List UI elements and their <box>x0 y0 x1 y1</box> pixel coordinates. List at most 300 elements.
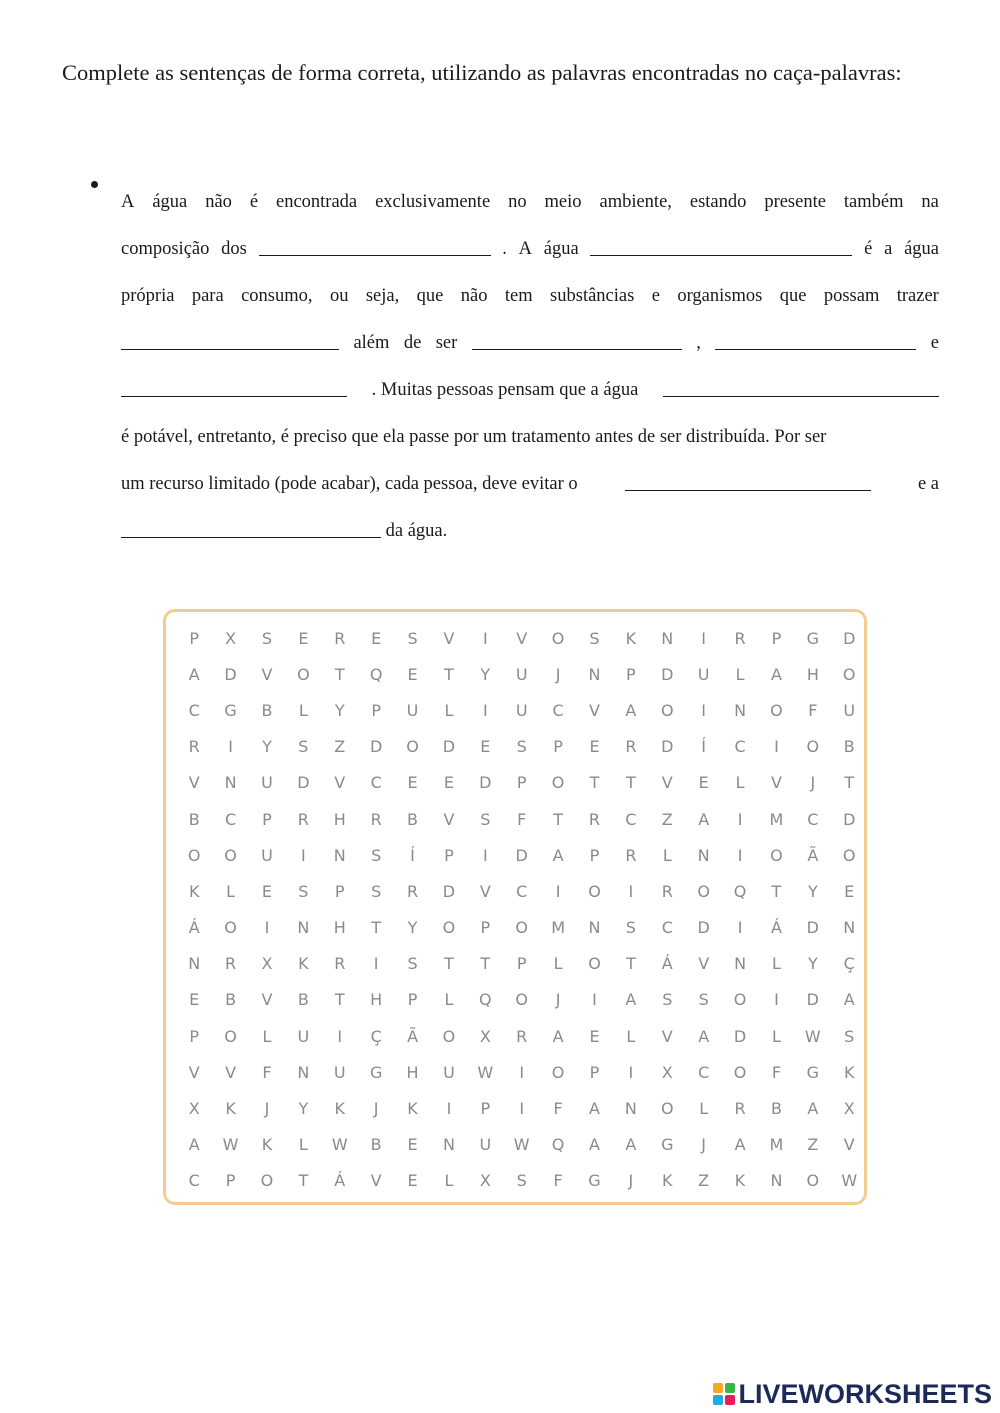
grid-letter[interactable]: I <box>301 845 306 865</box>
grid-letter[interactable]: L <box>735 773 745 793</box>
grid-letter[interactable]: S <box>625 918 636 938</box>
grid-letter[interactable]: L <box>444 990 454 1010</box>
grid-letter[interactable]: L <box>553 954 563 974</box>
grid-letter[interactable]: Á <box>770 918 782 938</box>
grid-letter[interactable]: V <box>770 773 782 793</box>
grid-letter[interactable]: S <box>480 809 491 829</box>
answer-blank[interactable] <box>121 348 339 350</box>
grid-letter[interactable]: Y <box>262 737 272 757</box>
grid-letter[interactable]: K <box>298 954 309 974</box>
grid-letter[interactable]: P <box>589 1062 600 1082</box>
grid-letter[interactable]: O <box>588 881 601 901</box>
grid-letter[interactable]: F <box>808 700 818 720</box>
grid-letter[interactable]: I <box>701 628 707 648</box>
grid-letter[interactable]: X <box>188 1099 200 1119</box>
grid-letter[interactable]: O <box>806 737 820 757</box>
grid-letter[interactable]: U <box>261 773 273 793</box>
grid-letter[interactable]: T <box>334 990 345 1010</box>
answer-blank[interactable] <box>259 254 491 256</box>
grid-letter[interactable]: B <box>770 1099 782 1119</box>
grid-letter[interactable]: N <box>442 1135 455 1155</box>
grid-letter[interactable]: O <box>660 1099 674 1119</box>
grid-letter[interactable]: K <box>734 1171 746 1191</box>
grid-letter[interactable]: I <box>628 1062 634 1082</box>
grid-letter[interactable]: W <box>841 1171 858 1191</box>
grid-letter[interactable]: V <box>261 664 273 684</box>
grid-letter[interactable]: R <box>334 628 346 648</box>
grid-letter[interactable]: F <box>771 1062 782 1082</box>
grid-letter[interactable]: R <box>334 954 346 974</box>
grid-letter[interactable]: U <box>333 1062 346 1082</box>
grid-letter[interactable]: J <box>810 773 816 793</box>
grid-letter[interactable]: P <box>516 773 527 793</box>
grid-letter[interactable]: A <box>625 990 637 1010</box>
grid-letter[interactable]: Í <box>410 845 415 865</box>
grid-letter[interactable]: V <box>698 954 710 974</box>
grid-letter[interactable]: S <box>516 1171 527 1191</box>
grid-letter[interactable]: P <box>262 809 272 829</box>
answer-blank[interactable] <box>625 489 871 491</box>
grid-letter[interactable]: A <box>625 700 637 720</box>
grid-letter[interactable]: D <box>661 737 674 757</box>
grid-letter[interactable]: E <box>443 773 454 793</box>
grid-letter[interactable]: I <box>737 918 743 938</box>
grid-letter[interactable]: S <box>407 628 418 648</box>
grid-letter[interactable]: B <box>188 809 200 829</box>
grid-letter[interactable]: R <box>625 845 637 865</box>
grid-letter[interactable]: W <box>513 1135 530 1155</box>
answer-blank[interactable] <box>121 395 347 397</box>
grid-letter[interactable]: D <box>697 918 710 938</box>
grid-letter[interactable]: C <box>370 773 382 793</box>
grid-letter[interactable]: D <box>442 881 456 901</box>
grid-letter[interactable]: U <box>515 664 528 684</box>
grid-letter[interactable]: H <box>806 664 819 684</box>
grid-letter[interactable]: L <box>626 1026 636 1046</box>
grid-letter[interactable]: R <box>625 737 637 757</box>
grid-letter[interactable]: P <box>553 737 563 757</box>
grid-letter[interactable]: P <box>480 1099 491 1119</box>
grid-letter[interactable]: L <box>771 1026 781 1046</box>
grid-letter[interactable]: O <box>442 1026 456 1046</box>
grid-letter[interactable]: R <box>734 628 746 648</box>
grid-letter[interactable]: D <box>442 737 456 757</box>
grid-letter[interactable]: K <box>625 628 637 648</box>
grid-letter[interactable]: T <box>371 918 382 938</box>
grid-letter[interactable]: Ã <box>407 1026 419 1046</box>
grid-letter[interactable]: O <box>733 990 747 1010</box>
grid-letter[interactable]: J <box>373 1099 379 1119</box>
grid-letter[interactable]: I <box>628 881 634 901</box>
grid-letter[interactable]: P <box>225 1171 236 1191</box>
grid-letter[interactable]: I <box>592 990 597 1010</box>
grid-letter[interactable]: D <box>733 1026 747 1046</box>
grid-letter[interactable]: O <box>551 773 565 793</box>
grid-letter[interactable]: I <box>373 954 379 974</box>
grid-letter[interactable]: A <box>625 1135 637 1155</box>
grid-letter[interactable]: L <box>226 881 236 901</box>
grid-letter[interactable]: E <box>844 881 855 901</box>
grid-letter[interactable]: A <box>698 809 710 829</box>
grid-letter[interactable]: F <box>553 1099 563 1119</box>
grid-letter[interactable]: Y <box>807 881 818 901</box>
grid-letter[interactable]: V <box>443 628 455 648</box>
liveworksheets-logo[interactable] <box>713 1380 992 1408</box>
grid-letter[interactable]: N <box>661 628 674 648</box>
grid-letter[interactable]: G <box>806 628 820 648</box>
grid-letter[interactable]: A <box>770 664 782 684</box>
grid-letter[interactable]: R <box>188 737 200 757</box>
grid-letter[interactable]: O <box>551 1062 565 1082</box>
grid-letter[interactable]: E <box>698 773 709 793</box>
grid-letter[interactable]: K <box>334 1099 345 1119</box>
grid-letter[interactable]: Y <box>807 954 818 974</box>
grid-letter[interactable]: C <box>698 1062 710 1082</box>
grid-letter[interactable]: F <box>517 809 527 829</box>
grid-letter[interactable]: E <box>298 628 309 648</box>
grid-letter[interactable]: P <box>771 628 782 648</box>
grid-letter[interactable]: S <box>516 737 527 757</box>
grid-letter[interactable]: T <box>589 773 600 793</box>
grid-letter[interactable]: D <box>297 773 310 793</box>
grid-letter[interactable]: V <box>370 1171 382 1191</box>
grid-letter[interactable]: O <box>442 918 456 938</box>
grid-letter[interactable]: J <box>701 1135 707 1155</box>
grid-letter[interactable]: S <box>371 881 382 901</box>
grid-letter[interactable]: I <box>482 845 488 865</box>
grid-letter[interactable]: L <box>444 700 454 720</box>
answer-blank[interactable] <box>472 348 682 350</box>
grid-letter[interactable]: U <box>843 700 856 720</box>
grid-letter[interactable]: N <box>624 1099 637 1119</box>
grid-letter[interactable]: D <box>843 628 856 648</box>
grid-letter[interactable]: V <box>225 1062 237 1082</box>
grid-letter[interactable]: Z <box>807 1135 819 1155</box>
grid-letter[interactable]: U <box>479 1135 492 1155</box>
grid-letter[interactable]: R <box>370 809 382 829</box>
grid-letter[interactable]: A <box>589 1099 600 1119</box>
grid-letter[interactable]: O <box>588 954 601 974</box>
grid-letter[interactable]: V <box>589 700 600 720</box>
grid-letter[interactable]: F <box>262 1062 272 1082</box>
grid-letter[interactable]: Q <box>479 990 492 1010</box>
grid-letter[interactable]: U <box>261 845 273 865</box>
grid-letter[interactable]: I <box>737 845 743 865</box>
grid-letter[interactable]: U <box>297 1026 310 1046</box>
grid-letter[interactable]: O <box>842 664 856 684</box>
grid-letter[interactable]: V <box>661 1026 673 1046</box>
grid-letter[interactable]: I <box>701 700 707 720</box>
grid-letter[interactable]: D <box>843 809 856 829</box>
grid-letter[interactable]: I <box>482 628 488 648</box>
grid-letter[interactable]: H <box>333 918 346 938</box>
grid-letter[interactable]: E <box>407 773 418 793</box>
grid-letter[interactable]: I <box>555 881 561 901</box>
grid-letter[interactable]: O <box>770 845 783 865</box>
grid-letter[interactable]: S <box>407 954 418 974</box>
grid-letter[interactable]: R <box>516 1026 528 1046</box>
grid-letter[interactable]: D <box>369 737 383 757</box>
grid-letter[interactable]: G <box>588 1171 601 1191</box>
grid-letter[interactable]: S <box>371 845 382 865</box>
grid-letter[interactable]: L <box>298 1135 308 1155</box>
grid-letter[interactable]: C <box>516 881 528 901</box>
grid-letter[interactable]: P <box>371 700 381 720</box>
grid-letter[interactable]: L <box>735 664 745 684</box>
grid-letter[interactable]: X <box>261 954 273 974</box>
grid-letter[interactable]: N <box>734 700 747 720</box>
grid-letter[interactable]: U <box>697 664 710 684</box>
grid-letter[interactable]: A <box>698 1026 710 1046</box>
grid-letter[interactable]: Ç <box>370 1026 382 1046</box>
grid-letter[interactable]: O <box>842 845 856 865</box>
grid-letter[interactable]: B <box>261 700 273 720</box>
grid-letter[interactable]: I <box>737 809 743 829</box>
grid-letter[interactable]: C <box>225 809 237 829</box>
grid-letter[interactable]: O <box>515 990 528 1010</box>
grid-letter[interactable]: Y <box>407 918 418 938</box>
grid-letter[interactable]: Ã <box>807 845 819 865</box>
grid-letter[interactable]: T <box>298 1171 309 1191</box>
grid-letter[interactable]: X <box>661 1062 673 1082</box>
grid-letter[interactable]: C <box>661 918 673 938</box>
grid-letter[interactable]: Á <box>661 954 673 974</box>
grid-letter[interactable]: B <box>407 809 419 829</box>
grid-letter[interactable]: A <box>552 845 564 865</box>
grid-letter[interactable]: W <box>222 1135 239 1155</box>
grid-letter[interactable]: A <box>188 1135 200 1155</box>
grid-letter[interactable]: I <box>228 737 233 757</box>
grid-letter[interactable]: W <box>804 1026 821 1046</box>
grid-letter[interactable]: Z <box>661 809 673 829</box>
grid-letter[interactable]: L <box>298 700 308 720</box>
grid-letter[interactable]: N <box>588 918 601 938</box>
grid-letter[interactable]: B <box>225 990 237 1010</box>
grid-letter[interactable]: C <box>625 809 637 829</box>
grid-letter[interactable]: R <box>225 954 237 974</box>
grid-letter[interactable]: A <box>552 1026 564 1046</box>
grid-letter[interactable]: O <box>224 918 237 938</box>
grid-letter[interactable]: G <box>806 1062 820 1082</box>
grid-letter[interactable]: B <box>843 737 855 757</box>
grid-letter[interactable]: N <box>770 1171 783 1191</box>
grid-letter[interactable]: I <box>264 918 270 938</box>
grid-letter[interactable]: Z <box>334 737 346 757</box>
grid-letter[interactable]: A <box>807 1099 819 1119</box>
grid-letter[interactable]: O <box>260 1171 274 1191</box>
grid-letter[interactable]: E <box>589 1026 600 1046</box>
grid-letter[interactable]: T <box>444 954 454 974</box>
grid-letter[interactable]: S <box>589 628 600 648</box>
grid-letter[interactable]: T <box>844 773 855 793</box>
grid-letter[interactable]: E <box>407 1135 418 1155</box>
grid-letter[interactable]: J <box>628 1171 634 1191</box>
grid-letter[interactable]: X <box>225 628 237 648</box>
grid-letter[interactable]: P <box>480 918 491 938</box>
grid-letter[interactable]: T <box>553 809 563 829</box>
grid-letter[interactable]: U <box>406 700 419 720</box>
grid-letter[interactable]: L <box>662 845 672 865</box>
grid-letter[interactable]: X <box>479 1171 491 1191</box>
grid-letter[interactable]: S <box>261 628 273 648</box>
grid-letter[interactable]: O <box>660 700 674 720</box>
grid-letter[interactable]: P <box>626 664 636 684</box>
grid-letter[interactable]: C <box>188 1171 200 1191</box>
grid-letter[interactable]: L <box>444 1171 454 1191</box>
grid-letter[interactable]: T <box>771 881 782 901</box>
grid-letter[interactable]: F <box>553 1171 563 1191</box>
grid-letter[interactable]: B <box>370 1135 382 1155</box>
grid-letter[interactable]: A <box>843 990 855 1010</box>
grid-letter[interactable]: V <box>843 1135 855 1155</box>
grid-letter[interactable]: R <box>297 809 309 829</box>
grid-letter[interactable]: N <box>697 845 710 865</box>
grid-letter[interactable]: Á <box>188 918 200 938</box>
grid-letter[interactable]: M <box>769 809 784 829</box>
grid-letter[interactable]: T <box>625 773 636 793</box>
grid-letter[interactable]: P <box>189 628 200 648</box>
grid-letter[interactable]: T <box>444 664 454 684</box>
grid-letter[interactable]: P <box>407 990 418 1010</box>
grid-letter[interactable]: Í <box>701 737 707 757</box>
grid-letter[interactable]: K <box>261 1135 273 1155</box>
grid-letter[interactable]: X <box>843 1099 855 1119</box>
grid-letter[interactable]: O <box>733 1062 747 1082</box>
grid-letter[interactable]: N <box>297 918 310 938</box>
grid-letter[interactable]: E <box>189 990 200 1010</box>
grid-letter[interactable]: H <box>333 809 346 829</box>
grid-letter[interactable]: S <box>298 737 309 757</box>
grid-letter[interactable]: A <box>188 664 200 684</box>
grid-letter[interactable]: X <box>479 1026 491 1046</box>
grid-letter[interactable]: I <box>519 1062 525 1082</box>
grid-letter[interactable]: M <box>769 1135 784 1155</box>
grid-letter[interactable]: K <box>843 1062 855 1082</box>
grid-letter[interactable]: G <box>224 700 237 720</box>
grid-letter[interactable]: V <box>516 628 528 648</box>
grid-letter[interactable]: L <box>699 1099 709 1119</box>
grid-letter[interactable]: E <box>371 628 382 648</box>
answer-blank[interactable] <box>590 254 852 256</box>
grid-letter[interactable]: G <box>661 1135 674 1155</box>
grid-letter[interactable]: V <box>479 881 491 901</box>
grid-letter[interactable]: T <box>625 954 636 974</box>
grid-letter[interactable]: E <box>407 1171 418 1191</box>
grid-letter[interactable]: Ç <box>843 954 855 974</box>
grid-letter[interactable]: P <box>189 1026 200 1046</box>
grid-letter[interactable]: J <box>264 1099 270 1119</box>
grid-letter[interactable]: I <box>519 1099 525 1119</box>
grid-letter[interactable]: T <box>480 954 491 974</box>
grid-letter[interactable]: E <box>589 737 600 757</box>
grid-letter[interactable]: Z <box>698 1171 710 1191</box>
grid-letter[interactable]: V <box>334 773 346 793</box>
grid-letter[interactable]: B <box>297 990 309 1010</box>
grid-letter[interactable]: O <box>770 700 783 720</box>
grid-letter[interactable]: D <box>479 773 492 793</box>
grid-letter[interactable]: N <box>588 664 601 684</box>
grid-letter[interactable]: V <box>188 1062 200 1082</box>
grid-letter[interactable]: P <box>444 845 454 865</box>
grid-letter[interactable]: O <box>224 845 237 865</box>
grid-letter[interactable]: Y <box>480 664 491 684</box>
grid-letter[interactable]: E <box>480 737 491 757</box>
grid-letter[interactable]: N <box>188 954 201 974</box>
grid-letter[interactable]: V <box>443 809 455 829</box>
grid-letter[interactable]: V <box>261 990 273 1010</box>
grid-letter[interactable]: M <box>551 918 565 938</box>
grid-letter[interactable]: O <box>406 737 419 757</box>
grid-letter[interactable]: W <box>331 1135 348 1155</box>
grid-letter[interactable]: O <box>806 1171 820 1191</box>
grid-letter[interactable]: O <box>697 881 710 901</box>
grid-letter[interactable]: C <box>734 737 746 757</box>
grid-letter[interactable]: O <box>515 918 528 938</box>
answer-blank[interactable] <box>121 536 381 538</box>
grid-letter[interactable]: R <box>661 881 673 901</box>
grid-letter[interactable]: J <box>555 664 561 684</box>
grid-letter[interactable]: R <box>406 881 419 901</box>
grid-letter[interactable]: I <box>774 737 779 757</box>
grid-letter[interactable]: D <box>515 845 528 865</box>
answer-blank[interactable] <box>715 348 916 350</box>
grid-letter[interactable]: L <box>771 954 781 974</box>
grid-letter[interactable]: K <box>662 1171 673 1191</box>
grid-letter[interactable]: Q <box>733 881 747 901</box>
grid-letter[interactable]: N <box>224 773 237 793</box>
grid-letter[interactable]: R <box>588 809 601 829</box>
grid-letter[interactable]: H <box>370 990 383 1010</box>
grid-letter[interactable]: R <box>734 1099 746 1119</box>
answer-blank[interactable] <box>663 395 939 397</box>
grid-letter[interactable]: D <box>806 990 819 1010</box>
grid-letter[interactable]: K <box>407 1099 418 1119</box>
grid-letter[interactable]: I <box>774 990 779 1010</box>
grid-letter[interactable]: N <box>734 954 747 974</box>
grid-letter[interactable]: P <box>334 881 345 901</box>
grid-letter[interactable]: K <box>188 881 200 901</box>
grid-letter[interactable]: J <box>555 990 561 1010</box>
grid-letter[interactable]: Y <box>334 700 345 720</box>
grid-letter[interactable]: D <box>224 664 237 684</box>
grid-letter[interactable]: O <box>187 845 201 865</box>
grid-letter[interactable]: I <box>446 1099 452 1119</box>
grid-letter[interactable]: D <box>661 664 674 684</box>
grid-letter[interactable]: O <box>224 1026 237 1046</box>
grid-letter[interactable]: I <box>337 1026 343 1046</box>
grid-letter[interactable]: T <box>334 664 345 684</box>
grid-letter[interactable]: V <box>188 773 200 793</box>
grid-letter[interactable]: S <box>844 1026 855 1046</box>
grid-letter[interactable]: N <box>333 845 346 865</box>
grid-letter[interactable]: C <box>807 809 819 829</box>
grid-letter[interactable]: U <box>443 1062 455 1082</box>
grid-letter[interactable]: S <box>698 990 709 1010</box>
grid-letter[interactable]: N <box>297 1062 310 1082</box>
grid-letter[interactable]: E <box>407 664 418 684</box>
grid-letter[interactable]: P <box>516 954 527 974</box>
grid-letter[interactable]: C <box>188 700 200 720</box>
grid-letter[interactable]: Á <box>334 1171 346 1191</box>
grid-letter[interactable]: U <box>515 700 528 720</box>
grid-letter[interactable]: O <box>551 628 565 648</box>
grid-letter[interactable]: D <box>806 918 819 938</box>
grid-letter[interactable]: S <box>298 881 309 901</box>
grid-letter[interactable]: W <box>477 1062 494 1082</box>
grid-letter[interactable]: C <box>552 700 564 720</box>
grid-letter[interactable]: A <box>734 1135 746 1155</box>
grid-letter[interactable]: G <box>369 1062 383 1082</box>
